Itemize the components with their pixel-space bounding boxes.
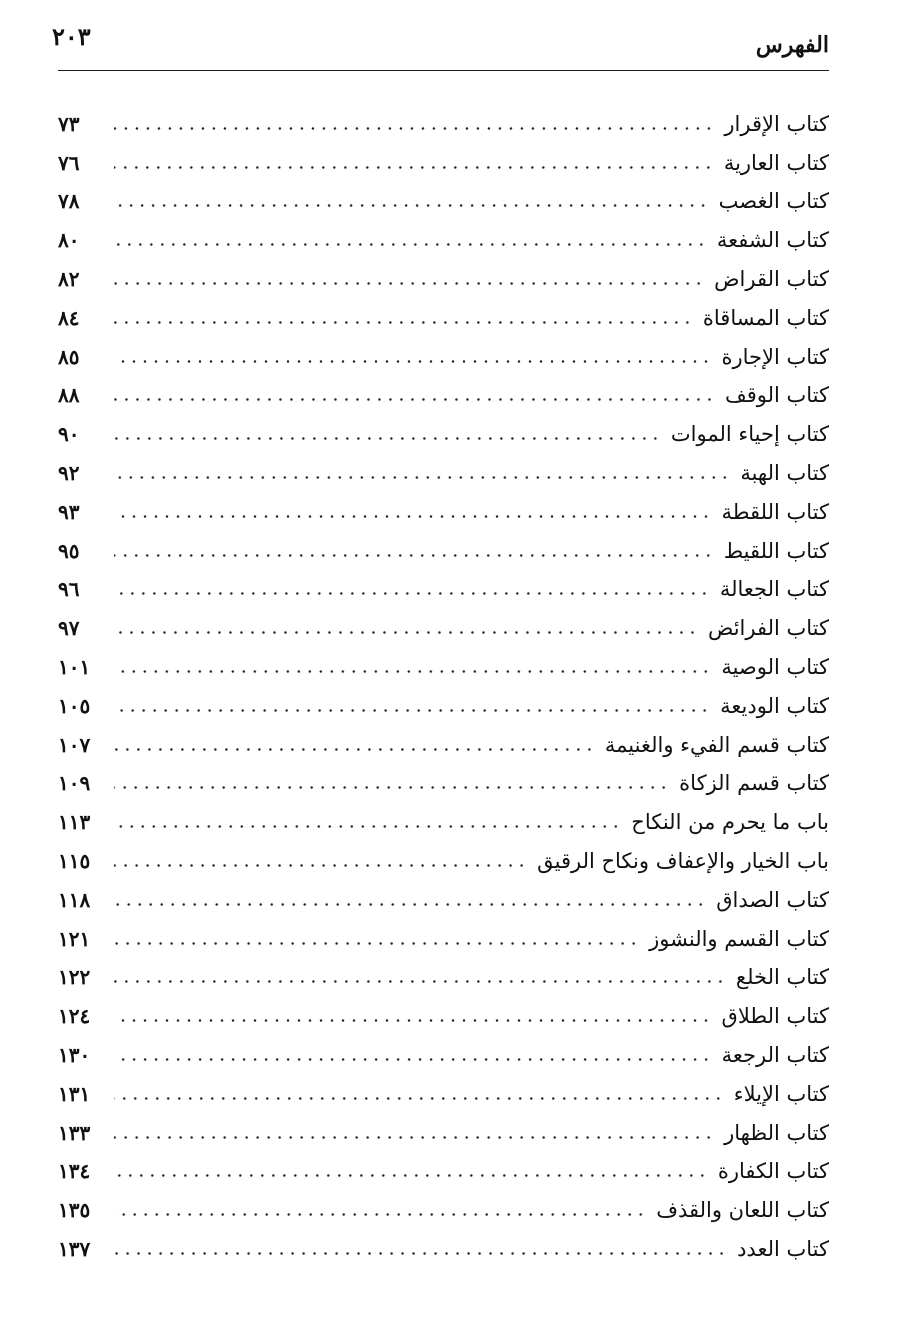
toc-entry-page: ١٠٥ — [58, 693, 91, 718]
toc-entry-title: كتاب الصداق — [716, 887, 829, 912]
dot-leader — [114, 1136, 714, 1139]
dot-leader — [114, 282, 704, 285]
toc-entry — [58, 1225, 829, 1264]
toc-entry — [58, 1148, 829, 1187]
toc-entry-title: كتاب الإيلاء — [733, 1081, 829, 1106]
toc-entry-page: ١٠٧ — [58, 732, 91, 757]
dot-leader — [114, 398, 715, 401]
toc-entry-page: ١٣٣ — [58, 1120, 91, 1145]
toc-entry-page: ٧٦ — [58, 150, 80, 175]
toc-entry-title: كتاب الهبة — [740, 460, 829, 485]
toc-entry-title: كتاب الشفعة — [716, 228, 829, 253]
dot-leader — [114, 709, 710, 712]
dot-leader — [114, 554, 714, 557]
toc-entry-page: ٨٥ — [58, 344, 80, 369]
toc-entry — [58, 1186, 829, 1225]
toc-entry — [58, 410, 829, 449]
toc-entry-page: ٩٠ — [58, 422, 80, 447]
toc-entry-title: كتاب اللقيط — [723, 538, 829, 563]
dot-leader — [114, 1058, 712, 1061]
toc-entry — [58, 954, 829, 993]
dot-leader — [114, 786, 669, 789]
toc-entry — [58, 100, 829, 139]
toc-entry-title: كتاب الفرائض — [707, 616, 829, 641]
toc-entry — [58, 721, 829, 760]
toc-entry-title: كتاب قسم الزكاة — [679, 771, 829, 796]
toc-entry-page: ١١٣ — [58, 810, 91, 835]
page-title: الفهرس — [755, 32, 829, 58]
toc-entry-page: ٨٨ — [58, 383, 80, 408]
toc-entry-page: ١٠٩ — [58, 771, 91, 796]
dot-leader — [114, 476, 730, 479]
toc-entry-page: ١١٨ — [58, 887, 91, 912]
dot-leader — [114, 204, 709, 207]
dot-leader — [114, 437, 661, 440]
toc-entry-title: كتاب الإقرار — [724, 111, 829, 136]
dot-leader — [114, 903, 706, 906]
toc-entry-page: ١٢١ — [58, 926, 91, 951]
dot-leader — [114, 864, 527, 867]
dot-leader — [114, 360, 711, 363]
toc-entry-title: كتاب الخلع — [735, 965, 829, 990]
toc-entry — [58, 604, 829, 643]
table-of-contents — [58, 100, 829, 1264]
dot-leader — [114, 127, 714, 130]
toc-entry — [58, 449, 829, 488]
dot-leader — [114, 670, 711, 673]
toc-entry-title: كتاب الرجعة — [721, 1042, 829, 1067]
toc-entry-page: ١٣١ — [58, 1081, 91, 1106]
toc-entry-page: ١٣٥ — [58, 1198, 91, 1223]
toc-entry-page: ١٣٠ — [58, 1042, 91, 1067]
dot-leader — [114, 321, 693, 324]
toc-entry-page: ٩٣ — [58, 499, 80, 524]
toc-entry — [58, 488, 829, 527]
toc-entry — [58, 643, 829, 682]
dot-leader — [114, 243, 707, 246]
toc-entry-title: كتاب العدد — [737, 1236, 829, 1261]
toc-entry-title: كتاب إحياء الموات — [670, 422, 829, 447]
toc-entry-title: كتاب الوقف — [724, 383, 829, 408]
toc-entry — [58, 1031, 829, 1070]
toc-entry — [58, 1070, 829, 1109]
toc-entry-title: كتاب القراض — [714, 266, 829, 291]
toc-entry-title: باب الخيار والإعفاف ونكاح الرقيق — [537, 848, 829, 873]
toc-entry — [58, 178, 829, 217]
toc-entry — [58, 798, 829, 837]
dot-leader — [114, 1213, 646, 1216]
toc-entry-title: كتاب قسم الفيء والغنيمة — [604, 732, 829, 757]
dot-leader — [114, 980, 726, 983]
toc-entry — [58, 566, 829, 605]
toc-entry-title: كتاب القسم والنشوز — [649, 926, 829, 951]
toc-entry-page: ٨٠ — [58, 228, 80, 253]
toc-entry-title: كتاب الإجارة — [721, 344, 829, 369]
toc-entry-page: ٨٤ — [58, 305, 80, 330]
toc-entry-page: ١١٥ — [58, 848, 91, 873]
toc-entry-page: ١٣٤ — [58, 1159, 91, 1184]
toc-entry — [58, 372, 829, 411]
dot-leader — [114, 1019, 712, 1022]
toc-entry-page: ١٢٤ — [58, 1004, 91, 1029]
toc-entry-page: ٩٥ — [58, 538, 80, 563]
toc-entry — [58, 992, 829, 1031]
toc-entry-page: ٧٨ — [58, 189, 80, 214]
toc-entry — [58, 216, 829, 255]
toc-entry — [58, 333, 829, 372]
toc-entry-title: كتاب الجعالة — [719, 577, 829, 602]
toc-entry-title: كتاب العارية — [723, 150, 829, 175]
toc-entry-title: كتاب الوصية — [721, 654, 829, 679]
dot-leader — [114, 942, 639, 945]
toc-entry-page: ٨٢ — [58, 266, 80, 291]
toc-entry-title: كتاب الظهار — [724, 1120, 829, 1145]
dot-leader — [114, 1252, 727, 1255]
toc-entry-title: كتاب الوديعة — [720, 693, 829, 718]
toc-entry — [58, 876, 829, 915]
toc-entry-title: كتاب اللقطة — [721, 499, 829, 524]
dot-leader — [114, 748, 595, 751]
toc-entry-title: كتاب الطلاق — [721, 1004, 829, 1029]
toc-entry-page: ٩٦ — [58, 577, 80, 602]
dot-leader — [114, 825, 621, 828]
toc-entry-page: ١٢٢ — [58, 965, 91, 990]
page-header — [52, 20, 829, 71]
dot-leader — [114, 631, 698, 634]
toc-entry-page: ١٣٧ — [58, 1236, 91, 1261]
toc-entry — [58, 294, 829, 333]
toc-entry-title: كتاب المساقاة — [702, 305, 829, 330]
toc-entry-title: كتاب الكفارة — [717, 1159, 829, 1184]
toc-entry-page: ٩٢ — [58, 460, 80, 485]
dot-leader — [114, 166, 714, 169]
toc-entry-page: ٧٣ — [58, 111, 80, 136]
toc-entry-page: ٩٧ — [58, 616, 80, 641]
toc-entry-title: باب ما يحرم من النكاح — [631, 810, 829, 835]
toc-entry-page: ١٠١ — [58, 654, 91, 679]
toc-entry — [58, 1109, 829, 1148]
dot-leader — [114, 1097, 724, 1100]
dot-leader — [114, 1174, 708, 1177]
toc-entry — [58, 760, 829, 799]
toc-entry-title: كتاب الغصب — [718, 189, 829, 214]
toc-entry-title: كتاب اللعان والقذف — [656, 1198, 829, 1223]
page-number: ٢٠٣ — [52, 22, 91, 51]
toc-entry — [58, 837, 829, 876]
toc-entry — [58, 527, 829, 566]
dot-leader — [114, 515, 712, 518]
dot-leader — [114, 592, 710, 595]
toc-entry — [58, 255, 829, 294]
toc-entry — [58, 682, 829, 721]
toc-entry — [58, 139, 829, 178]
toc-entry — [58, 915, 829, 954]
